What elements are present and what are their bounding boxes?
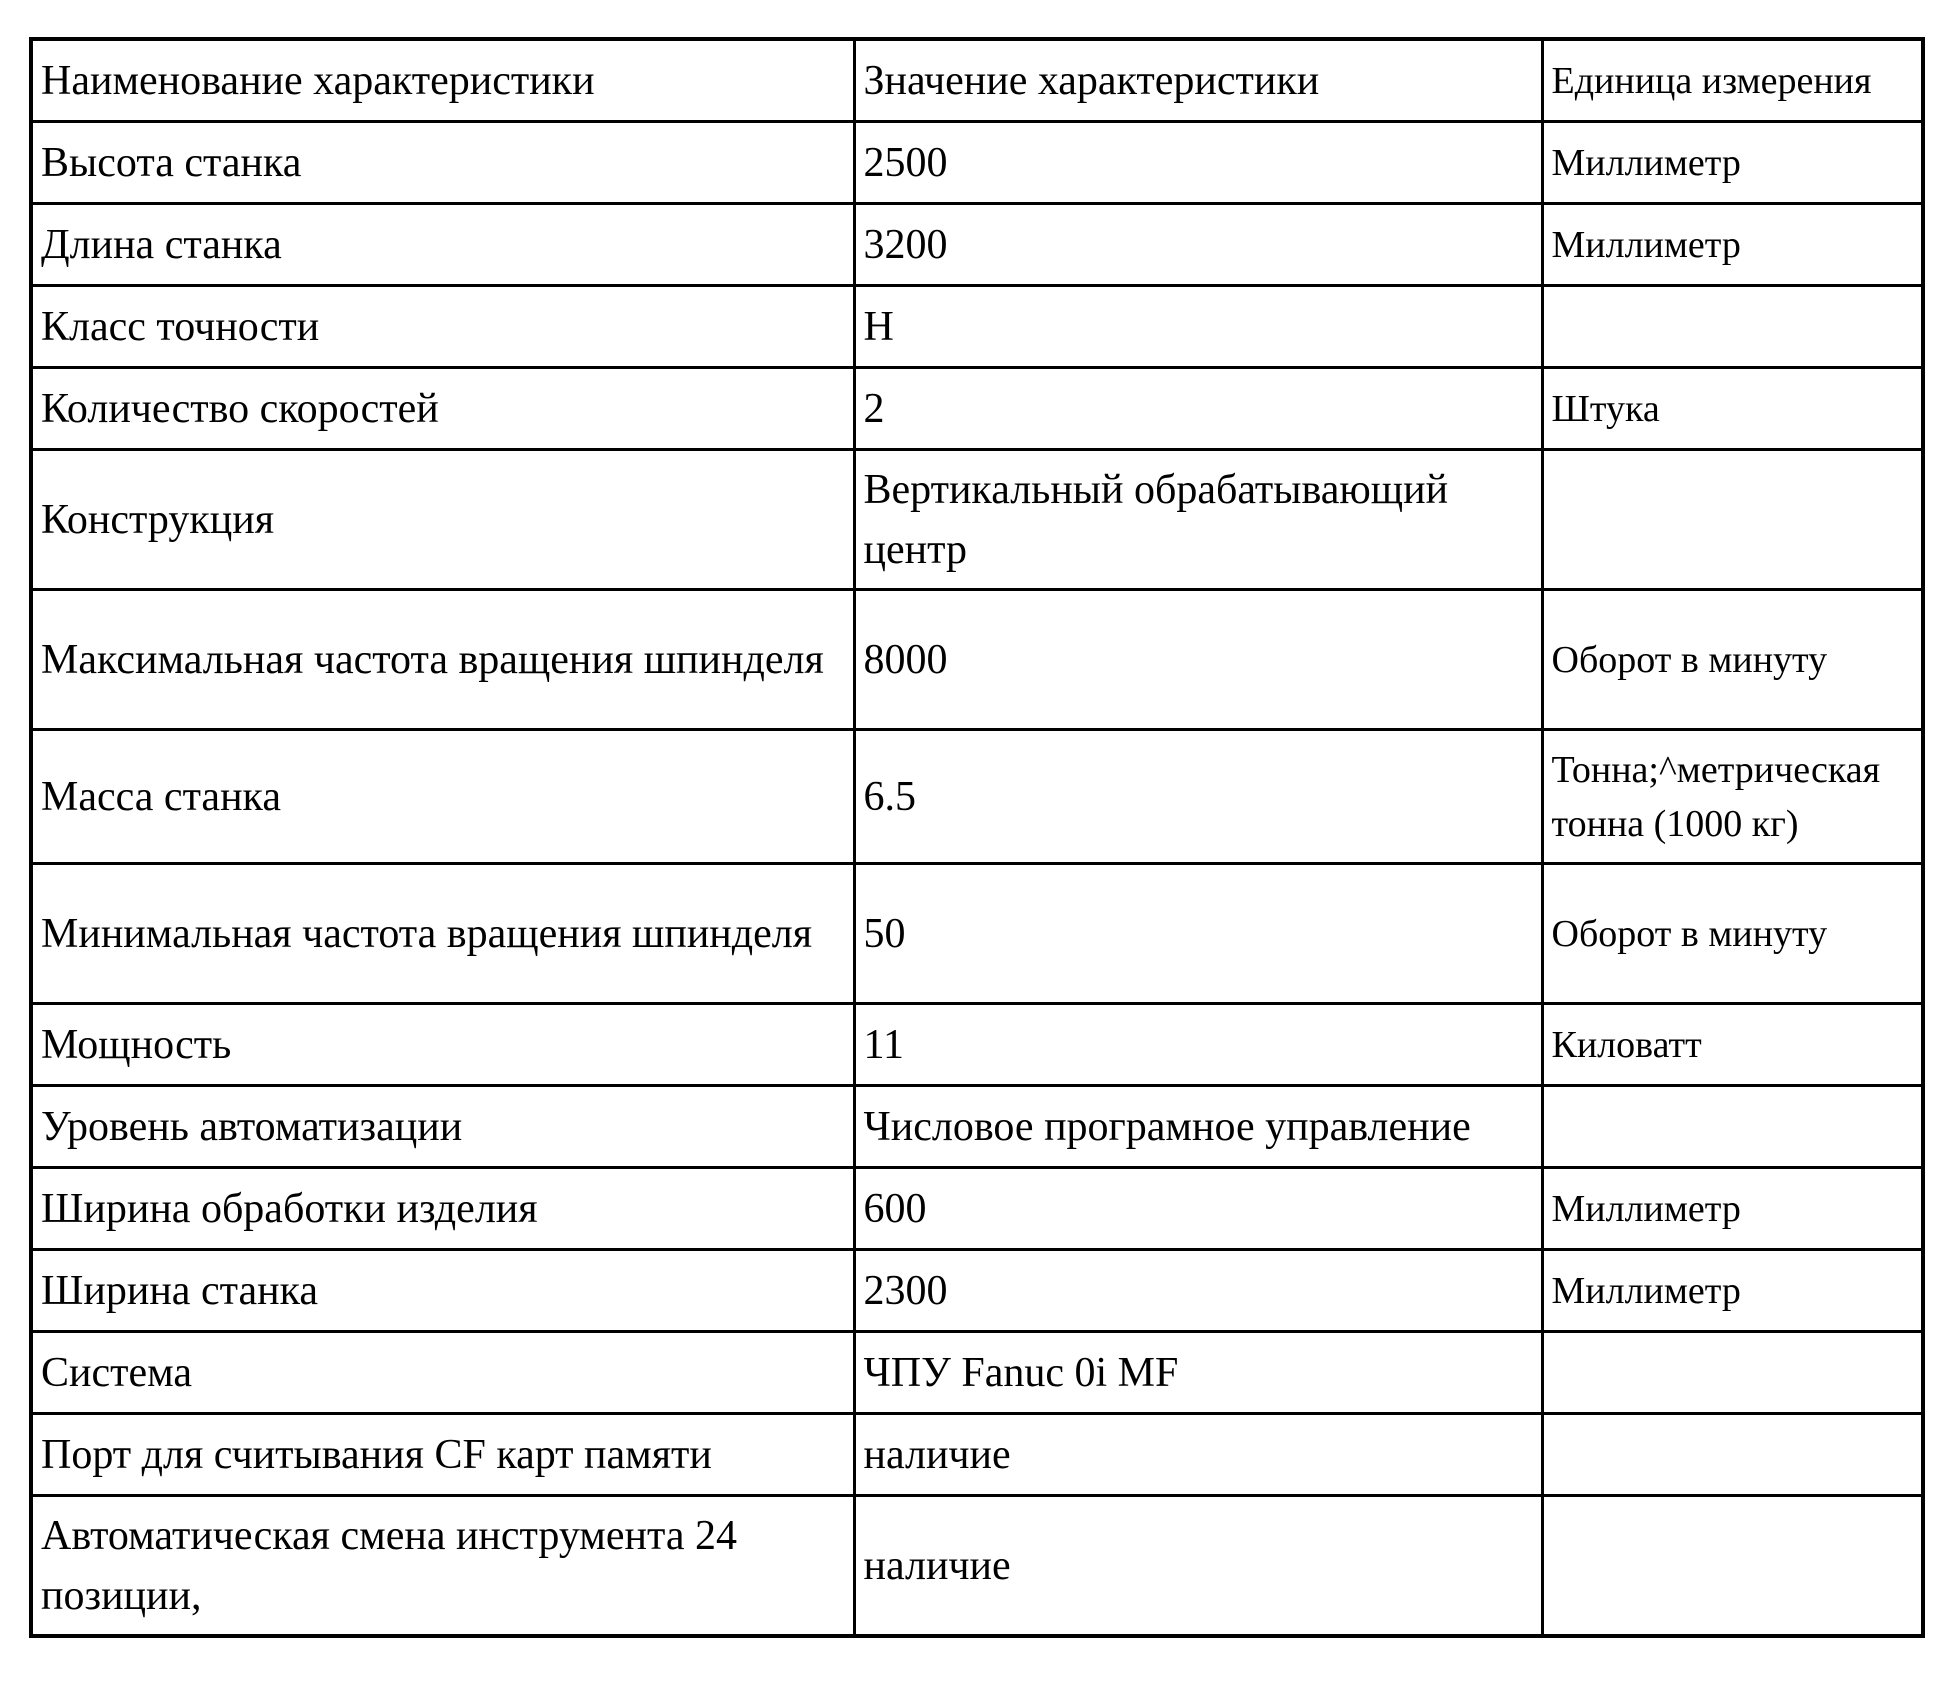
cell-value: 6.5 xyxy=(854,730,1542,864)
table-row xyxy=(31,1496,1923,1637)
table-header-row xyxy=(31,39,1923,122)
table-row xyxy=(31,730,1923,864)
cell-name: Порт для считывания CF карт памяти xyxy=(31,1414,854,1496)
cell-value: Вертикальный обрабатывающий центр xyxy=(854,450,1542,590)
cell-name: Минимальная частота вращения шпинделя xyxy=(31,864,854,1004)
cell-unit: Миллиметр xyxy=(1542,1168,1923,1250)
table-row xyxy=(31,204,1923,286)
cell-unit: Миллиметр xyxy=(1542,122,1923,204)
cell-unit: Оборот в минуту xyxy=(1542,590,1923,730)
cell-unit: Штука xyxy=(1542,368,1923,450)
table-row xyxy=(31,1086,1923,1168)
cell-name: Ширина станка xyxy=(31,1250,854,1332)
cell-value: 11 xyxy=(854,1004,1542,1086)
cell-name: Максимальная частота вращения шпинделя xyxy=(31,590,854,730)
header-cell-name: Наименование характеристики xyxy=(31,39,854,122)
cell-unit: Миллиметр xyxy=(1542,204,1923,286)
cell-unit xyxy=(1542,1086,1923,1168)
cell-value: 50 xyxy=(854,864,1542,1004)
table-row xyxy=(31,1332,1923,1414)
cell-unit xyxy=(1542,1414,1923,1496)
cell-value: 600 xyxy=(854,1168,1542,1250)
table-row xyxy=(31,1414,1923,1496)
cell-name: Автоматическая смена инструмента 24 позиции, xyxy=(31,1496,854,1637)
table-row xyxy=(31,450,1923,590)
table-row xyxy=(31,864,1923,1004)
cell-unit xyxy=(1542,450,1923,590)
cell-value: 8000 xyxy=(854,590,1542,730)
table-row xyxy=(31,1250,1923,1332)
table-row xyxy=(31,1004,1923,1086)
cell-name: Уровень автоматизации xyxy=(31,1086,854,1168)
cell-unit: Тонна;^метрическая тонна (1000 кг) xyxy=(1542,730,1923,864)
cell-value: наличие xyxy=(854,1414,1542,1496)
cell-name: Длина станка xyxy=(31,204,854,286)
cell-unit xyxy=(1542,286,1923,368)
cell-name: Конструкция xyxy=(31,450,854,590)
cell-unit: Киловатт xyxy=(1542,1004,1923,1086)
header-cell-value: Значение характеристики xyxy=(854,39,1542,122)
cell-name: Система xyxy=(31,1332,854,1414)
table-row xyxy=(31,122,1923,204)
cell-unit xyxy=(1542,1496,1923,1637)
cell-name: Ширина обработки изделия xyxy=(31,1168,854,1250)
cell-unit: Миллиметр xyxy=(1542,1250,1923,1332)
specifications-table xyxy=(29,37,1925,1638)
cell-name: Количество скоростей xyxy=(31,368,854,450)
cell-value: H xyxy=(854,286,1542,368)
table-row xyxy=(31,286,1923,368)
header-cell-unit: Единица измерения xyxy=(1542,39,1923,122)
cell-name: Высота станка xyxy=(31,122,854,204)
cell-name: Класс точности xyxy=(31,286,854,368)
cell-unit xyxy=(1542,1332,1923,1414)
table-row xyxy=(31,368,1923,450)
cell-value: 2 xyxy=(854,368,1542,450)
cell-value: 3200 xyxy=(854,204,1542,286)
table-row xyxy=(31,590,1923,730)
cell-value: ЧПУ Fanuc 0i MF xyxy=(854,1332,1542,1414)
table-row xyxy=(31,1168,1923,1250)
cell-name: Масса станка xyxy=(31,730,854,864)
cell-value: наличие xyxy=(854,1496,1542,1637)
cell-value: 2300 xyxy=(854,1250,1542,1332)
cell-value: Числовое програмное управление xyxy=(854,1086,1542,1168)
cell-value: 2500 xyxy=(854,122,1542,204)
cell-unit: Оборот в минуту xyxy=(1542,864,1923,1004)
cell-name: Мощность xyxy=(31,1004,854,1086)
